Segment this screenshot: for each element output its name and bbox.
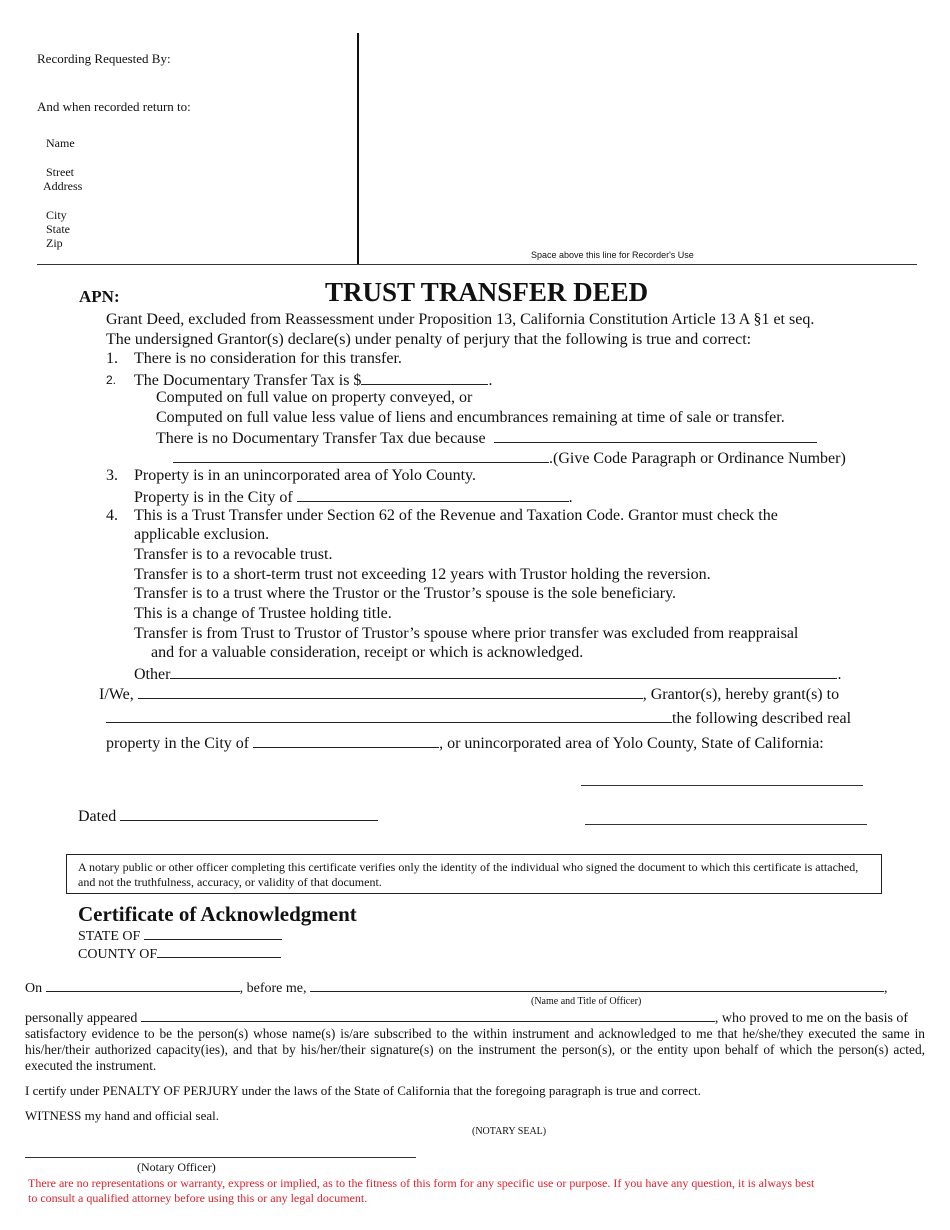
exclusion-other-line: Other . [134,666,842,683]
grantee-name-field[interactable] [106,708,672,723]
street-label: Street [46,165,74,179]
property-city-prefix: property in the City of [106,735,250,752]
intro-line-2: The undersigned Grantor(s) declare(s) under penalty of perjury that the following is true and correct: [106,331,752,348]
dated-field[interactable] [120,806,378,821]
exclusion-change-of-trustee[interactable]: This is a change of Trustee holding title. [134,605,392,622]
recorder-divider-vertical [357,33,359,265]
apn-label: APN: [79,287,120,306]
return-to-label: And when recorded return to: [37,99,191,114]
item-4-text: This is a Trust Transfer under Section 62 of the Revenue and Taxation Code. Grantor must check the [134,507,778,524]
state-of-label: STATE OF [78,929,141,944]
recorder-space-note: Space above this line for Recorder's Use [531,250,694,260]
state-of-field[interactable] [144,927,282,940]
item-1-text: There is no consideration for this transfer. [134,350,402,367]
notary-notice-box: A notary public or other officer completing this certificate verifies only the identity of the individual who signed the document to which this certificate is attached, and not the truthfulness, accuracy, or validity of that document. [66,854,882,894]
no-tax-reason-field[interactable] [494,428,817,443]
exclusion-trust-to-trustor[interactable]: Transfer is from Trust to Trustor of Trustor’s spouse where prior transfer was excluded from reappraisal [134,625,799,642]
personally-appeared-label: personally appeared [25,1011,138,1026]
county-of-label: COUNTY OF [78,947,158,962]
item-3-city-line: Property is in the City of . [134,489,573,506]
item-4-number: 4. [106,507,118,524]
grantee-suffix: the following described real [672,710,852,727]
item-2-line: The Documentary Transfer Tax is $ . [134,372,493,389]
acknowledgment-date-field[interactable] [46,979,240,992]
grantor-name-field[interactable] [138,684,643,699]
intro-line-1: Grant Deed, excluded from Reassessment under Proposition 13, California Constitution Article 13 A §1 et seq. [106,311,815,328]
grantee-line [106,708,851,728]
property-city-suffix: , or unincorporated area of Yolo County, State of California: [439,735,824,752]
state-of-line [78,927,282,945]
transfer-tax-amount-field[interactable] [361,370,488,385]
exclusion-trust-to-trustor-cont: and for a valuable consideration, receipt or which is acknowledged. [151,644,584,661]
item-3-number: 3. [106,467,118,484]
tax-option-full-value[interactable]: Computed on full value on property conveyed, or [156,389,473,406]
state-label: State [46,222,70,236]
exclusion-other-label[interactable]: Other [134,666,171,683]
exclusion-other-field[interactable] [170,664,837,679]
item-3-city-label[interactable]: Property is in the City of [134,489,293,506]
personally-appeared-line [25,1009,925,1027]
grantor-prefix: I/We, [99,686,134,703]
disclaimer-line-2: to consult a qualified attorney before using this or any legal document. [28,1191,368,1205]
notary-seal-label: (NOTARY SEAL) [472,1126,547,1137]
grantor-suffix: , Grantor(s), hereby grant(s) to [642,686,840,703]
county-of-field[interactable] [157,945,281,958]
property-city-line [106,733,824,753]
notary-officer-label: (Notary Officer) [137,1160,216,1174]
item-3-city-field[interactable] [297,487,569,502]
exclusion-revocable-trust[interactable]: Transfer is to a revocable trust. [134,546,333,563]
acknowledgment-paragraph: satisfactory evidence to be the person(s) whose name(s) is/are subscribed to the within instrument and acknowledged to me that he/she/they executed the same in his/her/their authorized capacity(ies), and that by his/her/their signature(s) on the instrument the person(s), or the entity upon behalf of which the person(s) acted, executed the instrument. [25,1026,925,1073]
exclusion-sole-beneficiary[interactable]: Transfer is to a trust where the Trustor or the Trustor’s spouse is the sole beneficiary. [134,585,677,602]
on-label: On [25,981,43,996]
item-2-text: The Documentary Transfer Tax is $ [134,372,362,389]
before-me-label: , before me, [239,981,307,996]
exclusion-short-term-trust[interactable]: Transfer is to a short-term trust not exceeding 12 years with Trustor holding the reversion. [134,566,711,583]
code-paragraph-field[interactable] [173,448,549,463]
code-paragraph-note: .(Give Code Paragraph or Ordinance Number) [549,450,846,467]
disclaimer-line-1: There are no representations or warranty, express or implied, as to the fitness of this form for any specific use or purpose. If you have any question, it is always best [28,1176,815,1190]
notary-signature-line[interactable] [25,1157,416,1158]
property-city-field[interactable] [253,733,439,748]
address-label: Address [43,179,83,193]
city-label: City [46,208,67,222]
code-paragraph-line [173,448,846,468]
recording-requested-by-label: Recording Requested By: [37,51,171,66]
county-of-line [78,945,281,963]
tax-option-no-tax-line [156,428,817,448]
certificate-title: Certificate of Acknowledgment [78,902,357,926]
dated-label: Dated [78,808,117,825]
dated-line [78,806,378,826]
name-label: Name [46,136,75,150]
perjury-certification: I certify under PENALTY OF PERJURY under the laws of the State of California that the foregoing paragraph is true and correct. [25,1083,701,1098]
officer-caption: (Name and Title of Officer) [531,996,642,1007]
grantor-line [99,684,839,704]
recorder-divider-horizontal [37,264,917,265]
witness-statement: WITNESS my hand and official seal. [25,1108,219,1123]
who-proved-label: , who proved to me on the basis of [714,1011,909,1026]
officer-name-field[interactable] [310,979,884,992]
item-4-continuation: applicable exclusion. [134,526,270,543]
page-title: TRUST TRANSFER DEED [325,277,649,307]
grantor-signature-line-1[interactable] [581,785,863,786]
zip-label: Zip [46,236,63,250]
appeared-name-field[interactable] [141,1009,715,1022]
tax-option-no-tax[interactable]: There is no Documentary Transfer Tax due because [156,430,486,447]
item-2-number: 2. [106,373,117,387]
on-date-line: On , before me, , [25,981,888,996]
grantor-signature-line-2[interactable] [585,824,867,825]
item-1-number: 1. [106,350,118,367]
item-3-unincorporated[interactable]: Property is in an unincorporated area of Yolo County. [134,467,477,484]
tax-option-less-liens[interactable]: Computed on full value less value of liens and encumbrances remaining at time of sale or transfer. [156,409,785,426]
